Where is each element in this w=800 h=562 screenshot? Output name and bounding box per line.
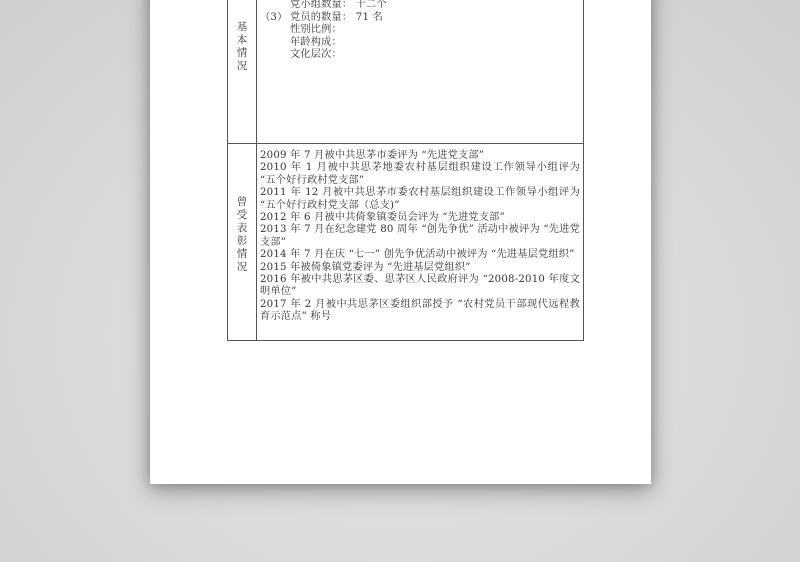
age-composition: 年龄构成： — [290, 36, 342, 48]
basic-info-line — [260, 24, 580, 37]
party-branch-info-table — [227, 0, 584, 341]
basic-info-content-cell — [257, 0, 584, 144]
award-entry: 2013 年 7 月在纪念建党 80 周年 “创先争优” 活动中被评为 “先进党支部” — [260, 224, 580, 248]
basic-info-label: 基本情况 — [236, 21, 248, 72]
awards-label: 曾受表彰情况 — [236, 196, 248, 273]
basic-info-line — [260, 0, 580, 12]
basic-info-line — [260, 12, 580, 25]
basic-info-line — [260, 37, 580, 50]
award-entry: 2016 年被中共思茅区委、思茅区人民政府评为 “2008-2010 年度文明单位” — [260, 274, 580, 298]
basic-info-line — [260, 49, 580, 62]
award-entry: 2010 年 1 月被中共思茅地委农村基层组织建设工作领导小组评为 “五个好行政村党支部” — [260, 162, 580, 186]
awards-content-cell — [257, 144, 584, 341]
awards-label-cell — [228, 144, 257, 341]
awards-row — [228, 144, 584, 341]
basic-info-lines — [260, 0, 580, 62]
award-entry: 2015 年被倚象镇党委评为 “先进基层党组织” — [260, 261, 471, 273]
award-entry: 2017 年 2 月被中共思茅区委组织部授予 “农村党员干部现代远程教育示范点” 称号 — [260, 298, 580, 323]
award-entry: 2011 年 12 月被中共思茅市委农村基层组织建设工作领导小组评为 “五个好行政村党支部（总支)” — [260, 187, 580, 211]
basic-info-row — [228, 0, 584, 144]
award-entry: 2012 年 6 月被中共倚象镇委员会评为 “先进党支部” — [260, 212, 505, 224]
basic-info-label-cell — [228, 0, 257, 144]
party-member-count: 党员的数量： 71 名 — [290, 11, 383, 23]
document-page — [150, 0, 651, 484]
awards-list — [260, 144, 580, 324]
line-prefix: （3） — [260, 11, 288, 23]
award-entry: 2014 年 7 月在庆 “七一” 创先争优活动中被评为 “先进基层党组织” — [260, 249, 575, 261]
gender-ratio: 性别比例： — [290, 24, 342, 36]
education-level: 文化层次： — [290, 49, 342, 61]
party-group-count: 党小组数量： 十二个 — [290, 0, 387, 10]
award-entry: 2009 年 7 月被中共思茅市委评为 “先进党支部” — [260, 150, 485, 161]
